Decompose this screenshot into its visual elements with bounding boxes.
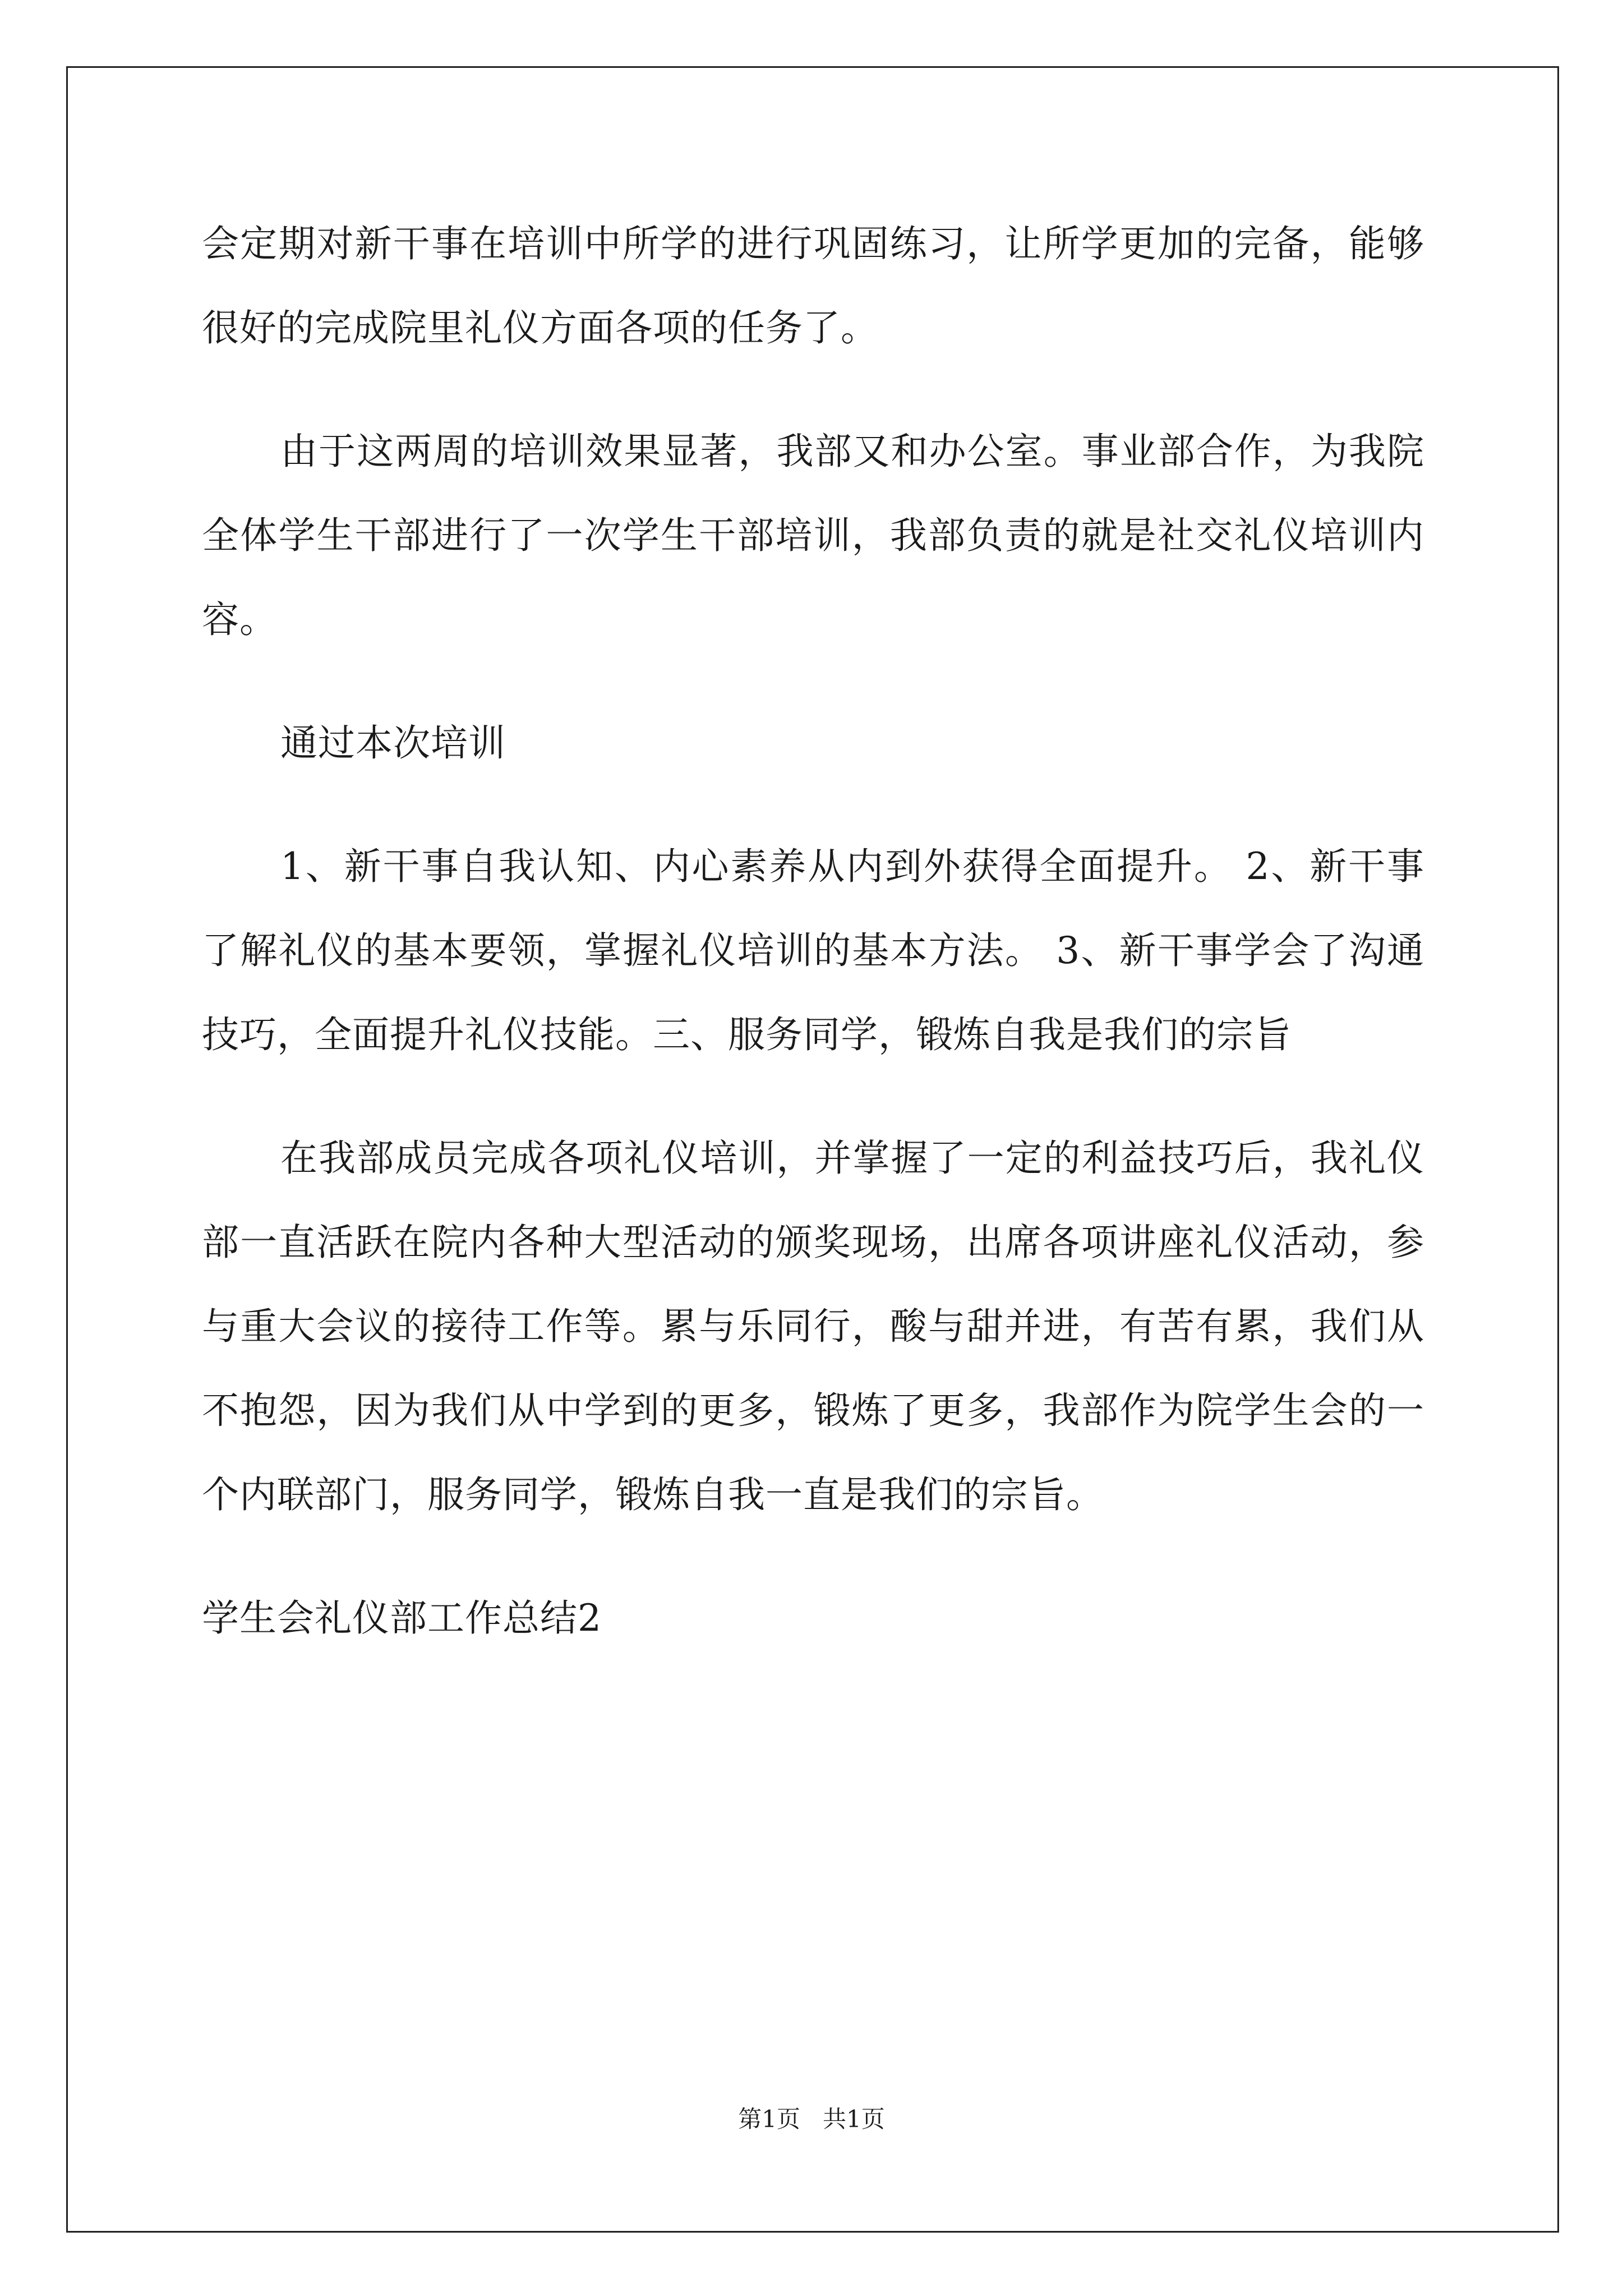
document-body <box>202 202 1424 1700</box>
paragraph-continuation: 会定期对新干事在培训中所学的进行巩固练习，让所学更加的完备，能够很好的完成院里礼仪方面各项的任务了。 <box>202 222 1424 349</box>
paragraph-service-purpose: 在我部成员完成各项礼仪培训，并掌握了一定的利益技巧后，我礼仪部一直活跃在院内各种大型活动的颁奖现场，出席各项讲座礼仪活动，参与重大会议的接待工作等。累与乐同行，酸与甜并进，有苦有累，我们从不抱怨，因为我们从中学到的更多，锻炼了更多，我部作为院学生会的一个内联部门，服务同学，锻炼自我一直是我们的宗旨。 <box>202 1137 1424 1516</box>
paragraph-training-results: 1、新干事自我认知、内心素养从内到外获得全面提升。 2、新干事了解礼仪的基本要领，掌握礼仪培训的基本方法。 3、新干事学会了沟通技巧，全面提升礼仪技能。三、服务同学，锻炼自我是我们的宗旨 <box>202 845 1424 1056</box>
paragraph-training-effect: 由于这两周的培训效果显著，我部又和办公室。事业部合作，为我院全体学生干部进行了一次学生干部培训，我部负责的就是社交礼仪培训内容。 <box>202 430 1424 641</box>
paragraph-training-intro: 通过本次培训 <box>280 721 506 765</box>
section-heading: 学生会礼仪部工作总结2 <box>202 1596 602 1640</box>
page-footer: 第1页 共1页 <box>738 2105 885 2133</box>
